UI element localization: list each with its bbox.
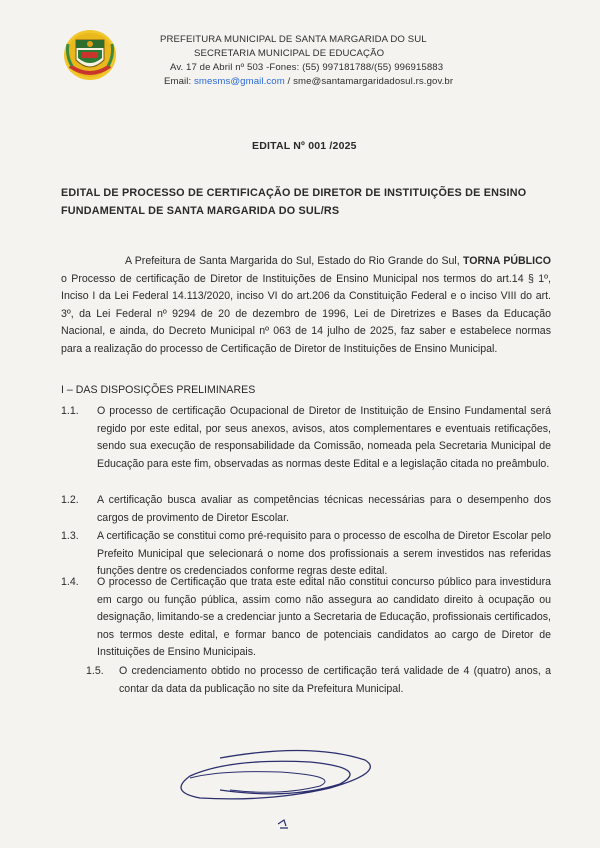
handwritten-signature: [160, 740, 390, 840]
municipal-coat-of-arms-icon: [62, 26, 118, 82]
intro-bold-text: TORNA PÚBLICO: [462, 255, 551, 267]
item-text: O credenciamento obtido no processo de certificação terá validade de 4 (quatro) anos, a contar da data da publicação no site da Prefeitura Municipal.: [119, 665, 551, 695]
header-address-phones: Av. 17 de Abril nº 503 -Fones: (55) 997181788/(55) 996915883: [170, 62, 444, 73]
item-number: 1.3.: [61, 530, 79, 542]
email-separator: /: [284, 76, 294, 87]
header-secretariat-name: SECRETARIA MUNICIPAL DE EDUCAÇÃO: [194, 48, 385, 59]
item-text: O processo de Certificação que trata este edital não constitui concurso público para investidura em cargo ou função pública, assim como não assegura ao candidato direito à ocupação ou designação, limitando-se a credenciar junto a Secretaria de Educação, profissionais certificados, nos termos deste edital, e formar banco de potenciais candidatos ao cargo de Diretor de Instituições de Ensino Municipais.: [97, 576, 551, 659]
item-number: 1.1.: [61, 405, 79, 417]
header-institution-name: PREFEITURA MUNICIPAL DE SANTA MARGARIDA DO SUL: [160, 34, 427, 45]
intro-text-part1: A Prefeitura de Santa Margarida do Sul, Estado do Rio Grande do Sul,: [125, 255, 463, 267]
item-number: 1.5.: [86, 665, 104, 677]
intro-paragraph: [61, 253, 551, 359]
item-text: A certificação se constitui como pré-requisito para o processo de escolha de Diretor Escolar pelo Prefeito Municipal que selecionará o nome dos profissionais a serem investidos nas referidas funções dentre os credenciados conforme regras deste edital.: [97, 530, 551, 578]
email-link-primary[interactable]: smesms@gmail.com: [194, 76, 285, 87]
item-text: O processo de certificação Ocupacional de Diretor de Instituição de Ensino Fundamental será regido por este edital, por seus anexos, avisos, atos complementares e eventuais retificações, sendo sua execução de responsabilidade da Comissão, nomeada pela Secretaria Municipal de Educação para este fim, observadas as normas deste Edital e a legislação citada no preâmbulo.: [97, 405, 551, 470]
section-title: I – DAS DISPOSIÇÕES PRELIMINARES: [61, 384, 256, 396]
document-title: EDITAL DE PROCESSO DE CERTIFICAÇÃO DE DIRETOR DE INSTITUIÇÕES DE ENSINO FUNDAMENTAL DE SANTA MARGARIDA DO SUL/RS: [61, 187, 527, 217]
item-number: 1.2.: [61, 494, 79, 506]
intro-text-part2: o Processo de certificação de Diretor de Instituições de Ensino Municipal nos termos do art.14 § 1º, Inciso I da Lei Federal 14.113/2020, inciso VI do art.206 da Constituição Federal e o inciso VIII do art. 3º, da Lei Federal nº 9294 de 20 de dezembro de 1996, Lei de Diretrizes e Bases da Educação Nacional, e ainda, do Decreto Municipal nº 063 de 14 julho de 2025, faz saber e estabelece normas para a realização do processo de Certificação de Diretor de Instituições de Ensino Municipal.: [61, 272, 551, 355]
item-number: 1.4.: [61, 576, 79, 588]
email-secondary: sme@santamargaridadosul.rs.gov.br: [293, 76, 454, 87]
item-text: A certificação busca avaliar as competências técnicas necessárias para o desempenho dos cargos de provimento de Diretor Escolar.: [97, 494, 551, 524]
header-email-line: [164, 76, 453, 87]
edital-number-title: EDITAL Nº 001 /2025: [252, 140, 357, 152]
email-label: Email:: [164, 76, 195, 87]
